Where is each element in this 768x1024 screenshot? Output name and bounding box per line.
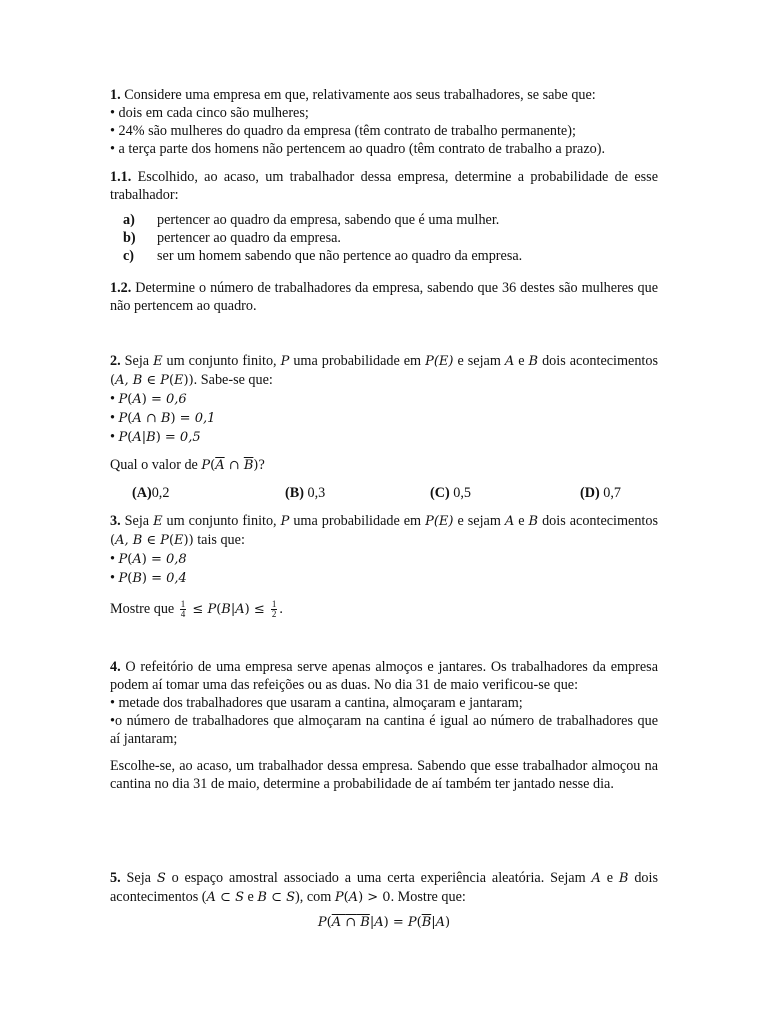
q3-intro: 3. Seja E um conjunto finito, P uma probabilidade em P(E) e sejam A e B dois acontecimentos (A, B ∈ P(E)) tais que: [110, 513, 658, 548]
q5-formula: P(A ∩ $B|A) = P(\overline{B}|A)$ [317, 915, 451, 930]
q2-intro: 2. Seja E um conjunto finito, P uma probabilidade em P(E) e sejam A e B dois acontecimentos (A, B ∈ P(E)). Sabe-se que: [110, 353, 658, 388]
q5-intro: 5. Seja S o espaço amostral associado a uma certa experiência aleatória. Sejam A e B dois acontecimentos (A ⊂ S e B ⊂ S), com P(A) > 0. Mostre que: [110, 870, 658, 905]
q2-choice-b: (B) 0,3 [285, 485, 326, 501]
q1-1-text: 1.1. Escolhido, ao acaso, um trabalhador dessa empresa, determine a probabilidade de esse trabalhador: [110, 169, 658, 203]
q1-option-c: c) ser um homem sabendo que não pertence ao quadro da empresa. [123, 248, 523, 264]
q4-bullet-1: • metade dos trabalhadores que usaram a cantina, almoçaram e jantaram; [110, 695, 523, 711]
question-5 [110, 869, 658, 932]
q1-intro: 1. Considere uma empresa em que, relativamente aos seus trabalhadores, se sabe que: [110, 87, 596, 103]
q1-1-options [110, 211, 658, 265]
q2-choice-d: (D) 0,7 [580, 485, 621, 501]
q1-option-a: a) pertencer ao quadro da empresa, sabendo que é uma mulher. [123, 212, 500, 228]
question-4 [110, 658, 658, 793]
q2-choices [110, 484, 658, 502]
fraction-one-half: $\frac{1}{2}$ [271, 599, 277, 620]
q2-condition-3: • P(A|B) = 0,5 [110, 429, 201, 445]
q2-condition-1: • P(A) = 0,6 [110, 391, 187, 407]
q1-bullet-1: • dois em cada cinco são mulheres; [110, 105, 309, 121]
q2-question: Qual o valor de $P(\overline{A}$ ∩ $\overline{B}$)? [110, 457, 265, 473]
q1-option-b: b) pertencer ao quadro da empresa. [123, 230, 341, 246]
q4-text: Escolhe-se, ao acaso, um trabalhador dessa empresa. Sabendo que esse trabalhador almoçou na cantina no dia 31 de maio, determine a probabilidade de aí também ter jantado nesse dia. [110, 758, 658, 792]
question-1-2 [110, 279, 658, 315]
question-2 [110, 352, 658, 502]
q3-condition-1: • P(A) = 0,8 [110, 551, 187, 567]
q4-intro: 4. O refeitório de uma empresa serve apenas almoços e jantares. Os trabalhadores da empresa podem aí tomar uma das refeições ou as duas. No dia 31 de maio verificou-se que: [110, 659, 658, 693]
fraction-one-quarter: $\frac{1}{4}$ [180, 599, 186, 620]
q2-choice-c: (C) 0,5 [430, 485, 471, 501]
q1-bullet-2: • 24% são mulheres do quadro da empresa (têm contrato de trabalho permanente); [110, 123, 576, 139]
question-1-1 [110, 168, 658, 265]
q2-choice-a: (A)0,2 [132, 485, 170, 501]
q4-bullet-2: •o número de trabalhadores que almoçaram na cantina é igual ao número de trabalhadores que aí jantaram; [110, 713, 658, 747]
q3-show: Mostre que $\frac{1}{4}$ ≤ P(B|A) ≤ $\frac{1}{2}$ . [110, 599, 283, 620]
q3-condition-2: • P(B) = 0,4 [110, 570, 187, 586]
q2-condition-2: • P(A ∩ B) = 0,1 [110, 410, 216, 426]
question-3 [110, 512, 658, 619]
q1-bullet-3: • a terça parte dos homens não pertencem ao quadro (têm contrato de trabalho a prazo). [110, 141, 606, 157]
question-1 [110, 86, 658, 158]
q1-2-text: 1.2. Determine o número de trabalhadores da empresa, sabendo que 36 destes são mulheres que não pertencem ao quadro. [110, 280, 658, 314]
